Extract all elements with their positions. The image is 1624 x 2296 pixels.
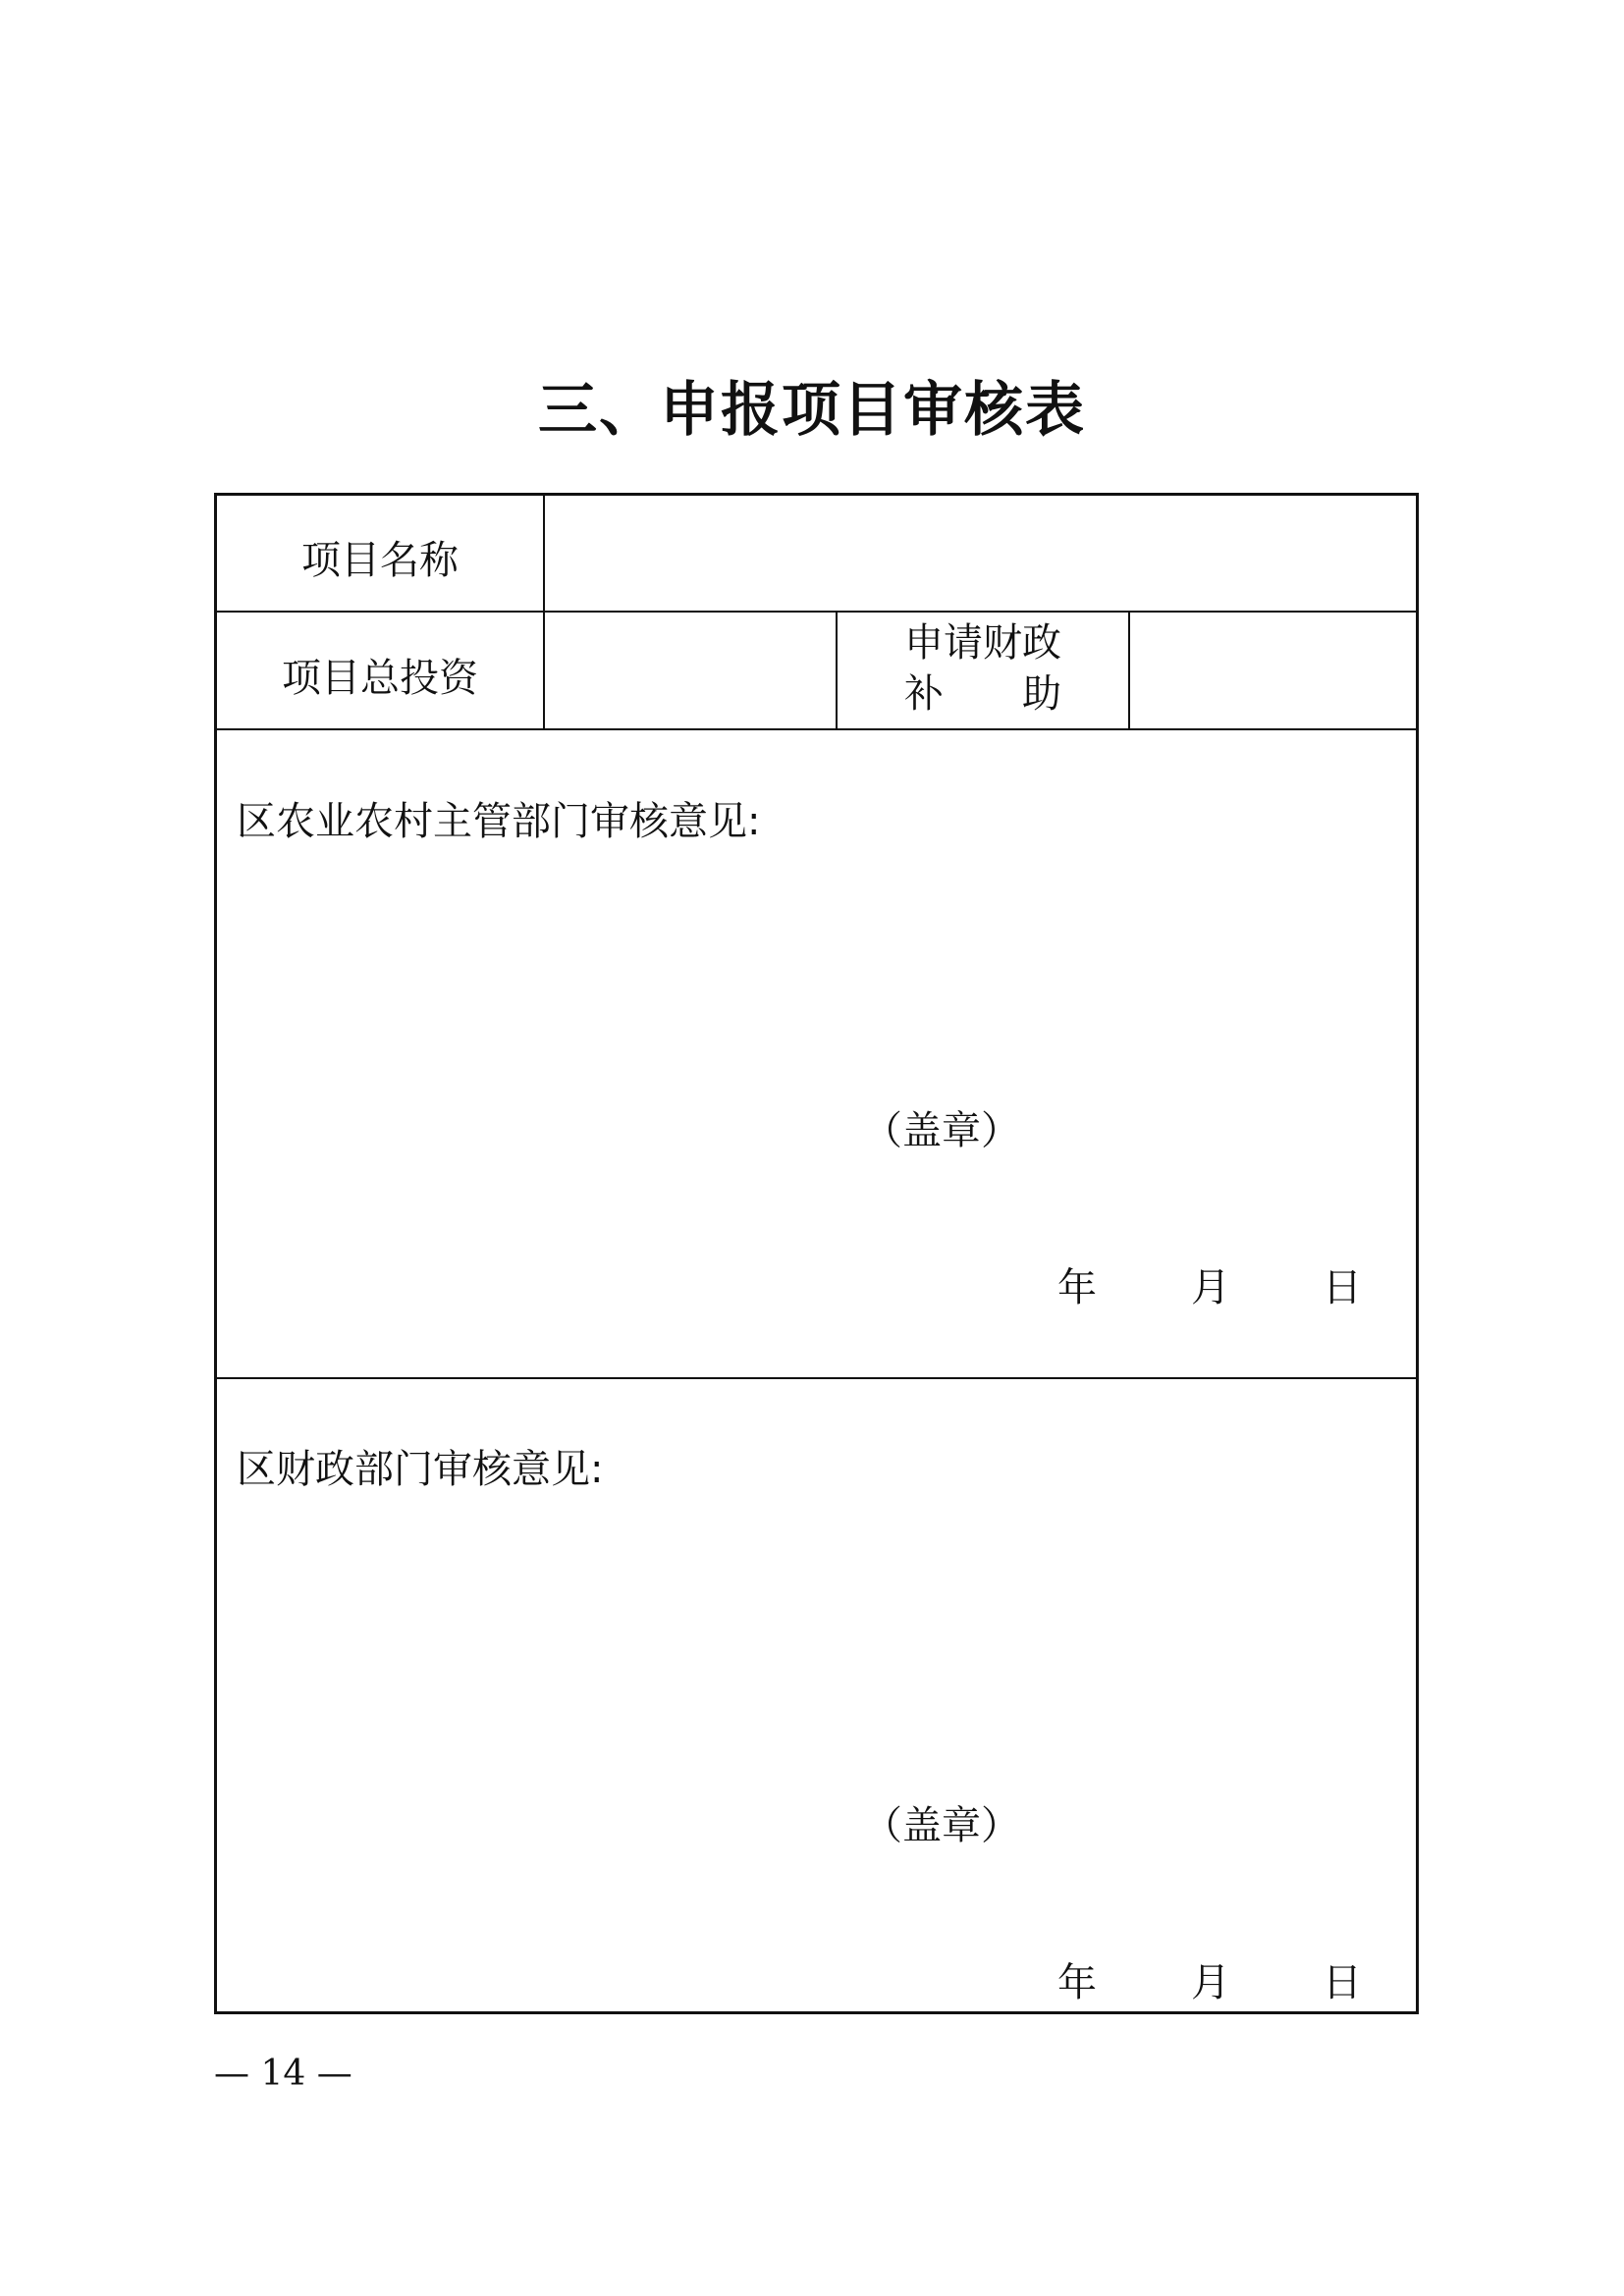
row-divider-2 — [217, 728, 1416, 730]
agri-dept-opinion-label: 区农业农村主管部门审核意见: — [237, 799, 761, 844]
row-divider-3 — [217, 1377, 1416, 1379]
subsidy-label-line1: 申请财政 — [904, 620, 1061, 666]
page-number: — 14 — — [214, 2054, 352, 2094]
finance-dept-month: 月 — [1191, 1960, 1230, 2005]
finance-dept-day: 日 — [1323, 1960, 1362, 2005]
agri-dept-year: 年 — [1057, 1265, 1097, 1310]
review-form-table — [214, 493, 1419, 2014]
agri-dept-seal: （盖章） — [863, 1108, 1020, 1153]
page-title: 三、申报项目审核表 — [538, 376, 1086, 445]
col-divider-right — [1128, 611, 1130, 728]
col-divider-label — [543, 496, 545, 728]
total-investment-label: 项目总投资 — [282, 656, 478, 701]
row-divider-1 — [217, 611, 1416, 613]
subsidy-label — [838, 617, 1128, 720]
project-name-label: 项目名称 — [301, 538, 459, 583]
subsidy-label-line2: 补 助 — [904, 671, 1061, 717]
finance-dept-year: 年 — [1057, 1960, 1097, 2005]
agri-dept-month: 月 — [1191, 1265, 1230, 1310]
agri-dept-day: 日 — [1323, 1265, 1362, 1310]
finance-dept-opinion-label: 区财政部门审核意见: — [237, 1447, 604, 1492]
finance-dept-seal: （盖章） — [863, 1803, 1020, 1848]
